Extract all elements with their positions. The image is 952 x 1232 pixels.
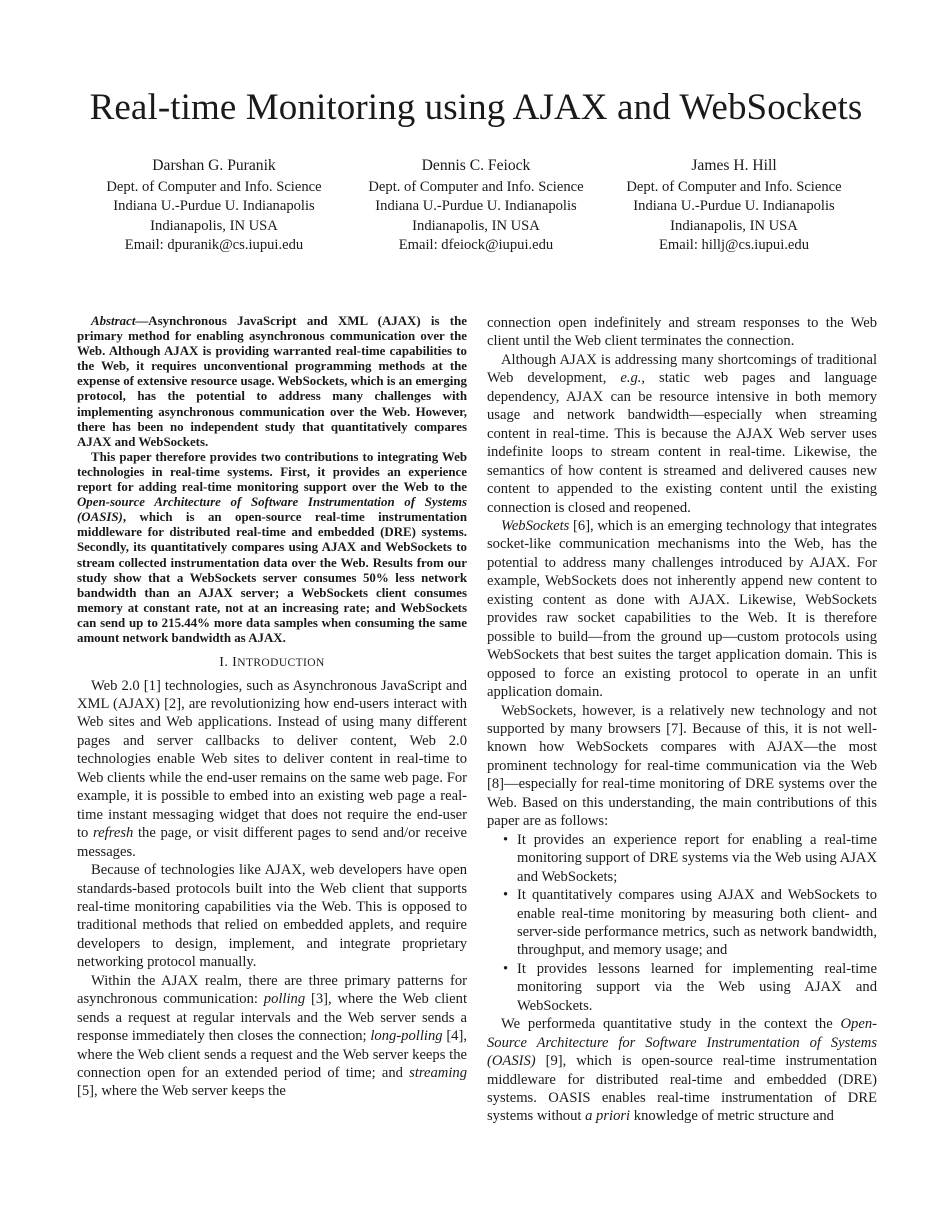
- author-name: Dennis C. Feiock: [421, 157, 531, 174]
- abstract-text: —Asynchronous JavaScript and XML (AJAX) is the primary method for enabling asynchronous communication over the Web. Although AJAX is providing warranted real-time capabilities to the Web, it requires unconventional programming methods at the expense of extensive resource usage. WebSockets, which is an emerging protocol, has the potential to address many challenges with implementing asynchronous communication over the Web. However, there has been no independent study that quantitatively compares AJAX and WebSockets.: [77, 314, 467, 449]
- author-institution: Indiana U.-Purdue U. Indianapolis: [113, 198, 315, 214]
- author-name: Darshan G. Puranik: [152, 157, 276, 174]
- author-dept: Dept. of Computer and Info. Science: [106, 178, 322, 195]
- text: Within the AJAX realm, there are three primary patterns for asynchronous communication:: [77, 972, 467, 1008]
- right-column: [487, 314, 877, 1126]
- paper-title: Real-time Monitoring using AJAX and WebSockets: [89, 87, 863, 128]
- list-item: [487, 886, 877, 960]
- section-title-rest: NTRODUCTION: [237, 657, 325, 670]
- text: [3], where the Web client sends a request at regular intervals and the Web server sends a response immediately then closes the connection;: [77, 991, 468, 1045]
- paragraph: [487, 1015, 877, 1126]
- paragraph: [487, 517, 877, 702]
- contribution-list: [487, 831, 877, 1016]
- section-heading: [77, 654, 467, 672]
- text: Although AJAX is addressing many shortcomings of traditional Web development,: [487, 351, 877, 387]
- abstract-label: Abstract: [91, 314, 136, 328]
- paragraph: WebSockets, however, is a relatively new technology and not supported by many browsers [7]. Because of this, it is not well-known how WebSockets compares with AJAX—the most prominent technology for real-time communication via the Web [8]—especially for real-time monitoring of DRE systems over the Web. Based on this understanding, the main contributions of this paper are as follows:: [487, 702, 877, 830]
- author-email: Email: dfeiock@iupui.edu: [398, 237, 554, 253]
- list-item: [487, 960, 877, 1015]
- abstract-text: , which is an open-source real-time instrumentation middleware for distributed real-time and embedded (DRE) systems. Secondly, its quantitatively compares using AJAX and WebSockets to stream collected instrumentation data over the Web. Results from our study show that a WebSockets server consumes 50% less network bandwidth than an AJAX server; a WebSockets client consumes memory at constant rate, not at an increasing rate; and WebSockets can send up to 215.44% more data samples when consuming the same amount network bandwidth as AJAX.: [77, 510, 467, 645]
- author-location: Indianapolis, IN USA: [412, 217, 540, 234]
- text: We performeda quantitative study in the context the: [501, 1016, 841, 1033]
- text: [9], which is open-source real-time instrumentation middleware for distributed real-time and embedded (DRE) systems. OASIS enables real-time instrumentation of DRE systems without: [487, 1053, 877, 1125]
- author-block-2: [346, 156, 606, 256]
- emphasis: WebSockets: [501, 517, 570, 534]
- bullet-icon: •: [503, 960, 509, 977]
- author-block-3: [604, 156, 864, 256]
- author-name: James H. Hill: [691, 157, 777, 174]
- emphasis: Open-Source Architecture for Software Instrumentation of Systems (OASIS): [487, 1016, 877, 1070]
- author-dept: Dept. of Computer and Info. Science: [626, 178, 842, 195]
- paragraph: [487, 351, 877, 517]
- emphasis: refresh: [93, 825, 134, 842]
- paragraph: Because of technologies like AJAX, web developers have open standards-based protocols built into the Web client that supports real-time monitoring capabilities via the Web. This is opposed to traditional methods that relied on embedded applets, and require developers to design, implement, and integrate proprietary networking protocol manually.: [77, 862, 467, 971]
- emphasis: polling: [263, 991, 306, 1008]
- section-number: I.: [219, 655, 233, 671]
- text: the page, or visit different pages to send and/or receive messages.: [77, 825, 468, 860]
- author-email: Email: hillj@cs.iupui.edu: [658, 237, 810, 253]
- text: knowledge of metric structure and: [630, 1108, 834, 1125]
- bullet-icon: •: [503, 831, 509, 848]
- list-item-text: It quantitatively compares using AJAX and WebSockets to enable real-time monitoring by measuring both client- and server-side performance metrics, such as network bandwidth, throughput, and memory usage; and: [517, 887, 877, 959]
- author-institution: Indiana U.-Purdue U. Indianapolis: [375, 198, 577, 214]
- list-item: [487, 831, 877, 886]
- author-institution: Indiana U.-Purdue U. Indianapolis: [633, 198, 835, 214]
- emphasis: e.g.: [620, 370, 642, 387]
- left-column: [77, 314, 467, 1101]
- section-title-initial: I: [232, 655, 238, 671]
- abstract: [77, 314, 467, 646]
- author-block-1: [84, 156, 344, 256]
- abstract-emphasis: Open-source Architecture of Software Instrumentation of Systems (OASIS): [77, 495, 467, 525]
- emphasis: streaming: [409, 1065, 467, 1082]
- emphasis: long-polling: [370, 1028, 443, 1045]
- author-location: Indianapolis, IN USA: [150, 217, 278, 234]
- text: Web 2.0 [1] technologies, such as Asynchronous JavaScript and XML (AJAX) [2], are revolutionizing how end-users interact with Web sites and Web applications. Instead of using many different pages and server callbacks to deliver content, Web 2.0 technologies enable Web sites to deliver content in real-time to Web clients while the end-user remains on the same web page. For example, it is possible to embed into an existing web page a real-time instant messaging widget that does not require the end-user to: [77, 677, 467, 842]
- text: , static web pages and language dependency, AJAX can be resource intensive in both memory usage and network bandwidth—especially when streaming content in real-time. This is because the AJAX Web server uses indefinite loops to stream content in real-time. Likewise, the semantics of how content is streamed and delivered causes new content to appended to the existing content until the existing connection is closed and reopened.: [487, 370, 877, 516]
- author-dept: Dept. of Computer and Info. Science: [368, 178, 584, 195]
- paragraph: [77, 677, 467, 862]
- author-location: Indianapolis, IN USA: [670, 217, 798, 234]
- text: [6], which is an emerging technology that integrates socket-like communication mechanisms into the Web, has the potential to address many challenges introduced by AJAX. For example, WebSockets does not inherently append new content to existing content as done with AJAX. Likewise, WebSockets provides raw socket capabilities to the Web. It is therefore possible to build—from the ground up—custom protocols using WebSockets that best suites the target application domain. This is opposed to force an existing protocol to operate in an unfit application domain.: [487, 517, 877, 701]
- bullet-icon: •: [503, 887, 509, 904]
- text: [4], where the Web client sends a request and the Web server keeps the connection open for an extended period of time; and: [77, 1028, 467, 1082]
- list-item-text: It provides an experience report for enabling a real-time monitoring support of DRE systems via the Web using AJAX and WebSockets;: [517, 831, 877, 885]
- text: [5], where the Web server keeps the: [77, 1083, 286, 1100]
- paragraph: [77, 972, 467, 1101]
- paragraph-continued: connection open indefinitely and stream responses to the Web client until the Web client terminates the connection.: [487, 315, 877, 350]
- emphasis: a priori: [585, 1108, 631, 1125]
- list-item-text: It provides lessons learned for implementing real-time monitoring support via the Web using AJAX and WebSockets.: [517, 960, 877, 1014]
- author-email: Email: dpuranik@cs.iupui.edu: [124, 237, 304, 253]
- abstract-text: This paper therefore provides two contributions to integrating Web technologies in real-time systems. First, it provides an experience report for adding real-time monitoring support over the Web to the: [77, 449, 467, 495]
